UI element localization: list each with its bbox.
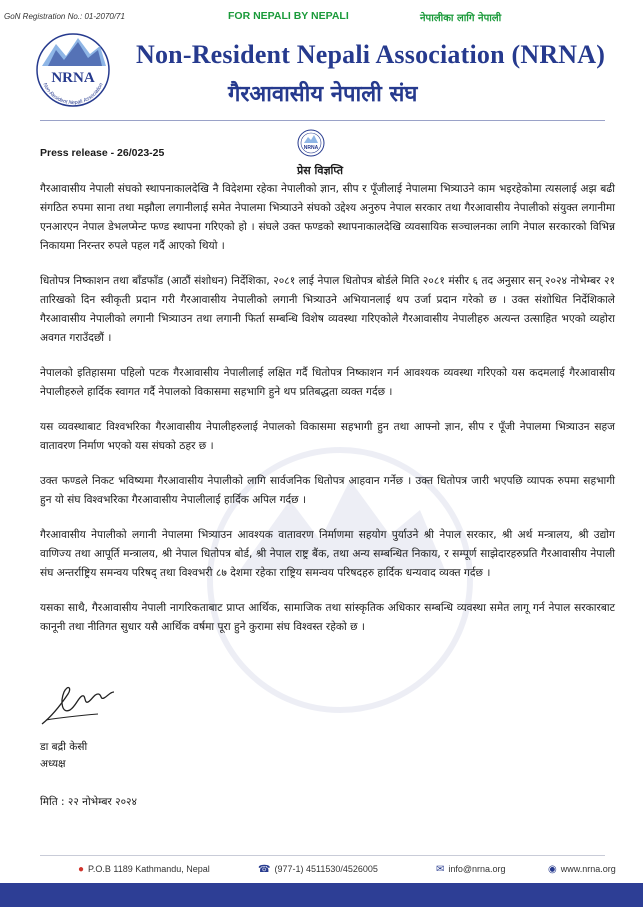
- signatory-name: डा बद्री केसी: [40, 741, 88, 753]
- issue-date: मिति : २२ नोभेम्बर २०२४: [40, 796, 137, 808]
- registration-number: GoN Registration No.: 01-2070/71: [4, 12, 125, 21]
- nrna-logo-graphic: [28, 30, 118, 110]
- tagline-nepali: नेपालीका लागि नेपाली: [420, 13, 502, 24]
- logo-initials: NRNA: [51, 70, 95, 86]
- website-text[interactable]: www.nrna.org: [560, 864, 616, 874]
- footer-divider: [40, 855, 605, 856]
- press-release-heading: प्रेस विज्ञप्ति: [297, 164, 344, 177]
- phone-icon: ☎: [258, 864, 271, 875]
- paragraph: गैरआवासीय नेपाली संघको स्थापनाकालदेखि नै विदेशमा रहेका नेपालीको ज्ञान, सीप र पूँजीलाई नेपालमा भित्र्याउने काम भइरहेकोमा त्यसलाई अझ बढी संगठित रुपमा साना तथा मझौला लगानीलाई समेत नेपालमा भित्र्याउने संघको उद्देश्य अनुरुप नेपाल सरकार तथा गैरआवासीय नेपालीको संयुक्त लगानीमा एनआरएन नेपाल डेभलप्मेन्ट फण्ड स्थापना गरिएको हो । संघले उक्त फण्डको स्थापनाकालदेखि व्यवसायिक सञ्चालनका लागि नेपाल सरकारको विभिन्न निकायमा निरन्तर रुपले पहल गर्दै आएको थियो ।: [40, 183, 615, 252]
- globe-icon: ◉: [548, 864, 557, 875]
- paragraph: गैरआवासीय नेपालीको लगानी नेपालमा भित्र्याउन आवश्यक वातावरण निर्माणमा सहयोग पुर्याउने श्री नेपाल सरकार, श्री अर्थ मन्त्रालय, श्री उद्योग वाणिज्य तथा आपूर्ति मन्त्रालय, श्री नेपाल धितोपत्र बोर्ड, श्री नेपाल राष्ट्र बैंक, तथा अन्य सम्बन्धित निकाय, र सम्पूर्ण साझेदारहरुप्रति गैरआवासीय नेपाली संघ अन्तर्राष्ट्रिय समन्वय परिषद् तथा विश्वभरी ८७ देशमा रहेका राष्ट्रिय समन्वय परिषदहरु हार्दिक धन्यवाद व्यक्त गर्दछ ।: [40, 529, 615, 579]
- footer-website[interactable]: [548, 864, 616, 875]
- address-text: P.O.B 1189 Kathmandu, Nepal: [88, 864, 210, 874]
- seal-text: NRNA: [303, 145, 319, 151]
- press-release-number: Press release - 26/023-25: [40, 147, 165, 159]
- letter-body: [40, 180, 615, 653]
- paragraph: यस व्यवस्थाबाट विश्वभरिका गैरआवासीय नेपालीहरुलाई नेपालको विकासमा सहभागी हुन तथा आफ्नो ज्ञान, सीप र पूँजी नेपालमा भित्र्याउन सहज वातावरण निर्माण भएको यस संघको ठहर छ ।: [40, 421, 615, 452]
- email-text[interactable]: info@nrna.org: [448, 864, 506, 874]
- location-pin-icon: ●: [78, 864, 85, 875]
- footer-phone: [258, 864, 378, 875]
- org-name-nepali: गैरआवासीय नेपाली संघ: [228, 82, 418, 107]
- paragraph: यसका साथै, गैरआवासीय नेपाली नागरिकताबाट प्राप्त आर्थिक, सामाजिक तथा सांस्कृतिक अधिकार सम्बन्धि व्यवस्था समेत लागू गर्न नेपाल सरकारबाट कानूनी तथा नीतिगत सुधार यसै आर्थिक वर्षमा पूरा हुने कुरामा संघ विश्वस्त रहेको छ ।: [40, 602, 615, 633]
- signatory-title: अध्यक्ष: [40, 758, 66, 770]
- footer-color-bar: [0, 883, 643, 907]
- nrna-seal-icon: [296, 128, 326, 158]
- paragraph: धितोपत्र निष्काशन तथा बाँडफाँड (आठौं संशोधन) निर्देशिका, २०८१ लाई नेपाल धितोपत्र बोर्डले मिति २०८१ मंसीर ६ तद अनुसार सन् २०२४ नोभेम्बर २१ तारिखको दिन स्वीकृती प्रदान गरी गैरआवासीय नेपालीको लगानी भित्र्याउने अभियानलाई थप उर्जा प्रदान गरेको छ । उक्त संशोधित निर्देशिकाले गैरआवासीय नेपालीको लगानी भित्र्याउन तथा लगानी फिर्ता सम्बन्धि विशेष व्यवस्था गरिएकोले गैरआवासीय नेपालीहरु अत्यन्त उत्साहित भएको व्यहोरा अवगत गराउँदछौं ।: [40, 275, 615, 344]
- tagline-english: FOR NEPALI BY NEPALI: [228, 10, 349, 22]
- org-name-english: Non-Resident Nepali Association (NRNA): [136, 40, 606, 69]
- nrna-logo: [28, 30, 118, 110]
- handwritten-signature: [38, 680, 118, 730]
- logo-arc-text: Non-Resident Nepali Association: [41, 82, 105, 107]
- paragraph: नेपालको इतिहासमा पहिलो पटक गैरआवासीय नेपालीलाई लक्षित गर्दै धितोपत्र निष्काशन गर्न आवश्यक व्यवस्था गरिएको यस कदमलाई गैरआवासीय नेपालीहरुले हार्दिक स्वागत गर्दै नेपालको विकासमा सहभागि हुने थप प्रतिबद्धता व्यक्त गर्दछ ।: [40, 367, 615, 398]
- paragraph: उक्त फण्डले निकट भविष्यमा गैरआवासीय नेपालीको लागि सार्वजनिक धितोपत्र आहवान गर्नेछ । उक्त धितोपत्र जारी भएपछि व्यापक रुपमा सहभागी हुन यो संघ विश्वभरिका गैरआवासीय नेपालीलाई हार्दिक अपिल गर्दछ ।: [40, 475, 615, 506]
- footer-email[interactable]: [436, 864, 506, 875]
- footer-contact: [0, 862, 643, 880]
- phone-text: (977-1) 4511530/4526005: [274, 864, 378, 874]
- email-icon: ✉: [436, 864, 445, 875]
- header-divider: [40, 120, 605, 121]
- footer-address: [78, 864, 210, 875]
